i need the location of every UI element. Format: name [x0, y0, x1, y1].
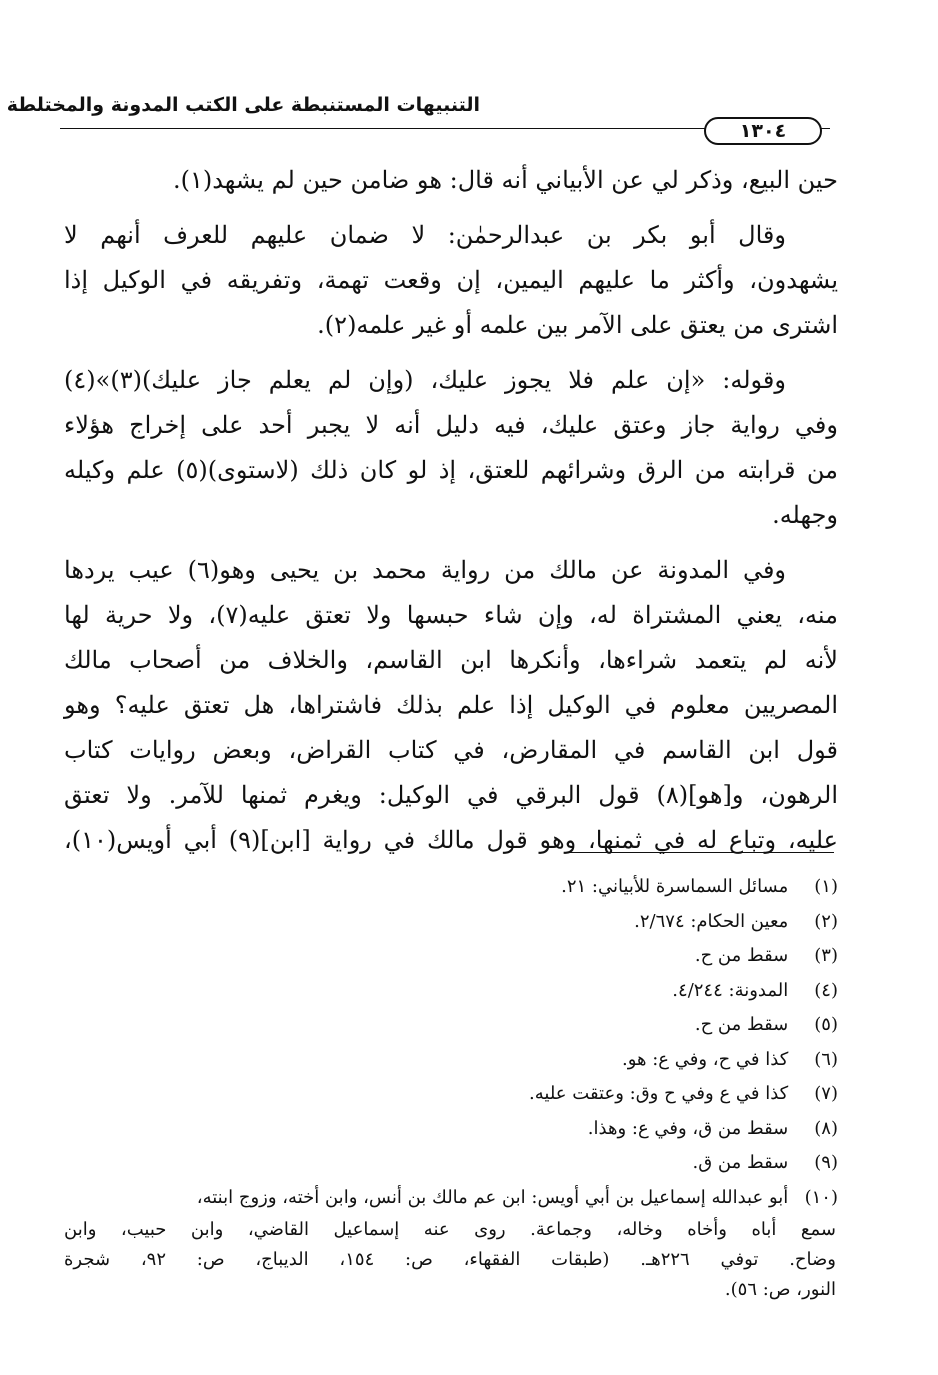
- footnote-text: المدونة: ٤/٢٤٤.: [672, 979, 789, 1001]
- text-line: منه، يعني المشتراة له، وإن شاء حبسها ولا تعتق عليه(٧)، ولا حرية لها: [64, 601, 838, 629]
- paragraph-4: [64, 548, 838, 863]
- footnote-text: سقط من ق.: [692, 1152, 789, 1173]
- footnote-item: [64, 1077, 838, 1112]
- footnote-number: (٦): [814, 1048, 838, 1070]
- text-line: من قرابته من الرق وشرائهم للعتق، إذ لو كان ذلك (لاستوى)(٥) علم وكيله: [64, 456, 838, 484]
- footnote-item: [64, 1008, 838, 1043]
- footnote-number: (٨): [814, 1117, 838, 1139]
- text-line: وفي رواية جاز وعتق عليك، فيه دليل أنه لا يجبر أحد على إخراج هؤلاء: [64, 411, 838, 439]
- footnote-continuation: وضاح. توفي ٢٢٦هـ. (طبقات الفقهاء، ص: ١٥٤، الديباج، ص: ٩٢، شجرة: [64, 1249, 836, 1270]
- text-line: وفي المدونة عن مالك من رواية محمد بن يحيى وهو(٦) عيب يردها: [64, 556, 787, 584]
- text-line: لأنه لم يتعمد شراءها، وأنكرها ابن القاسم، والخلاف من أصحاب مالك: [64, 646, 838, 674]
- footnote-item: [64, 1146, 838, 1181]
- footnote-item: [64, 939, 838, 974]
- text-line: المصريين معلوم في الوكيل إذا علم بذلك فاشتراها، هل تعتق عليه؟ وهو: [64, 691, 838, 719]
- footnote-text: أبو عبدالله إسماعيل بن أبي أويس: ابن عم مالك بن أنس، وابن أخته، وزوج ابنته،: [196, 1186, 789, 1208]
- page-number-badge: ١٣٠٤: [704, 117, 822, 145]
- text-line: وقوله: «إن علم فلا يجوز عليك، (وإن لم يعلم جاز عليك)(٣)»(٤): [64, 366, 786, 394]
- text-line: الرهون، و[هو](٨) قول البرقي في الوكيل: ويغرم ثمنها للآمر. ولا تعتق: [64, 781, 838, 809]
- footnote-text: مسائل السماسرة للأبياني: ٢١.: [561, 876, 789, 897]
- footnote-text: كذا في ح، وفي ع: هو.: [621, 1048, 789, 1070]
- footnote-item: [64, 1112, 838, 1147]
- text-line: حين البيع، وذكر لي عن الأبياني أنه قال: هو ضامن حين لم يشهد(١).: [172, 166, 838, 194]
- running-title: التنبيهات المستنبطة على الكتب المدونة والمختلطة: [6, 94, 480, 116]
- footnote-item: [64, 905, 838, 940]
- footnote-number: (٥): [814, 1014, 838, 1035]
- footnote-item: [64, 974, 838, 1009]
- paragraph-2: [64, 213, 838, 348]
- footnote-text: كذا في ع وفي ح وق: وعتقت عليه.: [529, 1083, 789, 1104]
- body-text: [64, 158, 838, 873]
- footnote-item: [64, 1181, 838, 1216]
- footnotes: [64, 870, 838, 1305]
- footnote-rule: [568, 852, 834, 853]
- footnote-number: (٤): [814, 979, 838, 1001]
- footnote-text: سقط من ح.: [694, 945, 789, 966]
- footnote-number: (٧): [814, 1083, 838, 1104]
- text-line: اشترى من يعتق على الآمر بين علمه أو غير علمه(٢).: [317, 311, 838, 339]
- footnote-text: معين الحكام: ٢/٦٧٤.: [634, 910, 789, 932]
- footnote-text: سقط من ق، وفي ع: وهذا.: [587, 1117, 789, 1139]
- text-line: وقال أبو بكر بن عبدالرحمٰن: لا ضمان عليهم للعرف أنهم لا: [64, 221, 786, 249]
- footnote-number: (١٠): [804, 1186, 838, 1208]
- footnote-text: سقط من ح.: [694, 1014, 789, 1035]
- paragraph-1: [64, 158, 838, 203]
- footnote-number: (٢): [814, 910, 838, 932]
- footnote-number: (٣): [814, 945, 838, 966]
- text-line: وجهله.: [772, 501, 838, 529]
- text-line: قول ابن القاسم في المقارض، في كتاب القراض، وبعض روايات كتاب: [64, 736, 838, 764]
- paragraph-3: [64, 358, 838, 538]
- footnote-number: (١): [814, 876, 838, 897]
- footnote-number: (٩): [814, 1152, 838, 1173]
- footnote-continuation: النور، ص: ٥٦).: [724, 1279, 836, 1300]
- text-line: يشهدون، وأكثر ما عليهم اليمين، إن وقعت تهمة، وتفريقه في الوكيل إذا: [64, 266, 838, 294]
- footnote-item: [64, 870, 838, 905]
- footnote-continuation: سمع أباه وأخاه وخاله، وجماعة. روى عنه إسماعيل القاضي، وابن حبيب، وابن: [64, 1219, 836, 1240]
- text-line: عليه، وتباع له في ثمنها، وهو قول مالك في رواية [ابن](٩) أبي أويس(١٠)،: [64, 826, 838, 854]
- footnote-item: [64, 1043, 838, 1078]
